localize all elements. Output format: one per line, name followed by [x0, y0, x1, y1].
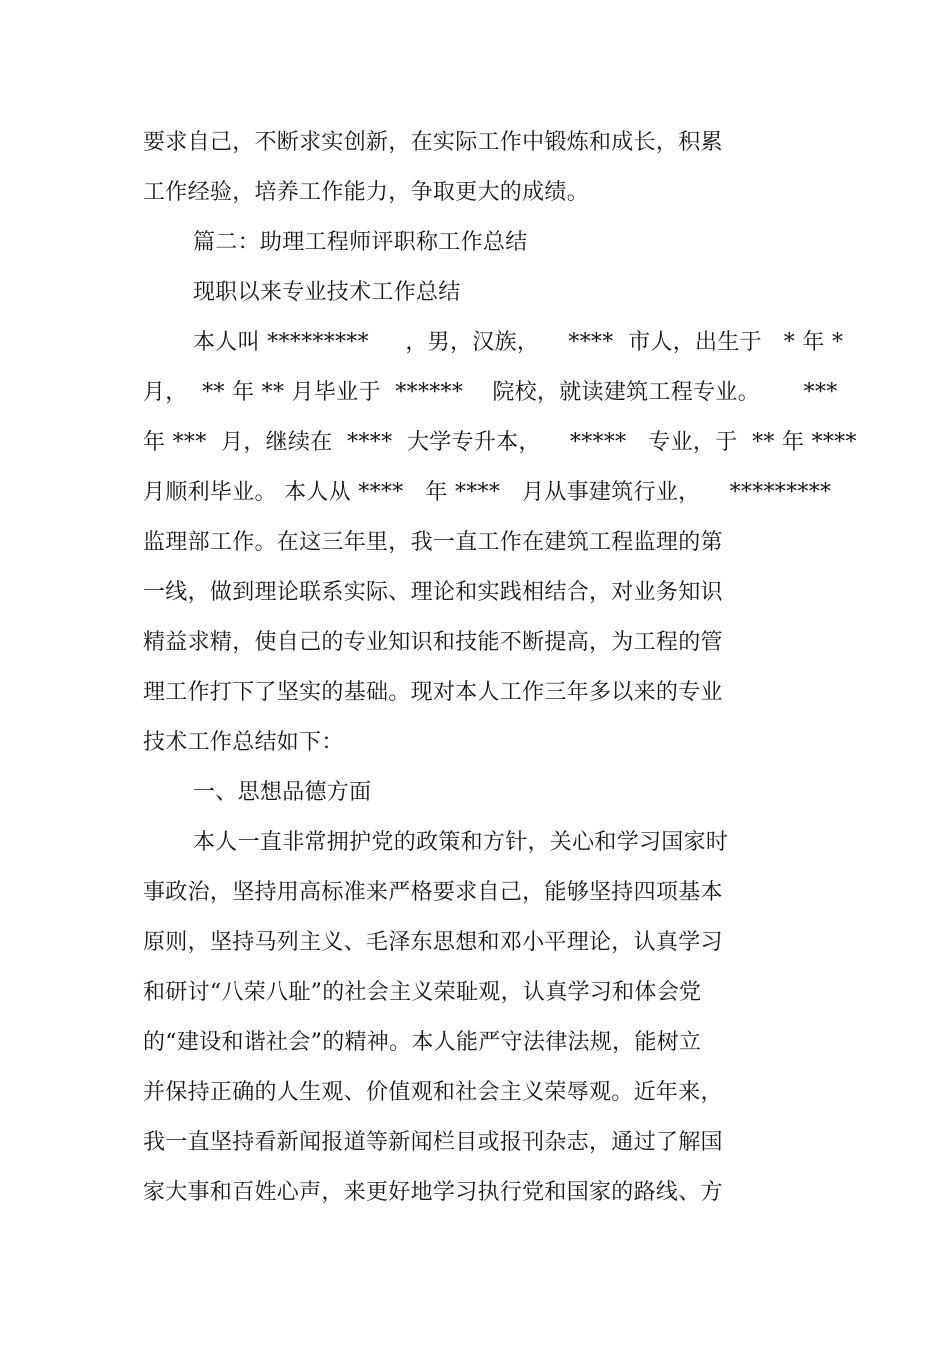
text-line-19: 的“建设和谐社会”的精神。本人能严守法律法规，能树立	[143, 1030, 702, 1055]
section-heading-part-two: 篇二：助理工程师评职称工作总结	[193, 230, 528, 255]
text-line-21: 我一直坚持看新闻报道等新闻栏目或报刊杂志，通过了解国	[143, 1130, 723, 1155]
text-line-6: 月， ** 年 ** 月毕业于 ****** 院校，就读建筑工程专业。 ***	[143, 380, 838, 405]
text-line-7: 年 *** 月，继续在 **** 大学专升本， ***** 专业，于 ** 年 ****	[143, 430, 857, 455]
text-line-12: 理工作打下了坚实的基础。现对本人工作三年多以来的专业	[143, 680, 723, 705]
text-line-5: 本人叫 ********* ，男，汉族， **** 市人，出生于 * 年 *	[193, 330, 844, 355]
text-line-1: 要求自己，不断求实创新，在实际工作中锻炼和成长，积累	[143, 130, 723, 155]
text-line-17: 原则，坚持马列主义、毛泽东思想和邓小平理论，认真学习	[143, 930, 723, 955]
text-line-15: 本人一直非常拥护党的政策和方针，关心和学习国家时	[193, 830, 729, 855]
text-line-9: 监理部工作。在这三年里，我一直工作在建筑工程监理的第	[143, 530, 723, 555]
text-line-13: 技术工作总结如下：	[143, 730, 344, 755]
section-heading-moral: 一、思想品德方面	[193, 780, 372, 805]
text-line-8: 月顺利毕业。 本人从 **** 年 **** 月从事建筑行业， *********	[143, 480, 832, 505]
text-line-22: 家大事和百姓心声，来更好地学习执行党和国家的路线、方	[143, 1180, 723, 1205]
text-line-11: 精益求精，使自己的专业知识和技能不断提高，为工程的管	[143, 630, 723, 655]
document-subtitle: 现职以来专业技术工作总结	[193, 280, 461, 305]
text-line-20: 并保持正确的人生观、价值观和社会主义荣辱观。近年来，	[143, 1080, 723, 1105]
text-line-18: 和研讨“八荣八耻”的社会主义荣耻观，认真学习和体会党	[143, 980, 702, 1005]
text-line-16: 事政治，坚持用高标准来严格要求自己，能够坚持四项基本	[143, 880, 723, 905]
text-line-10: 一线，做到理论联系实际、理论和实践相结合，对业务知识	[143, 580, 723, 605]
text-line-2: 工作经验，培养工作能力，争取更大的成绩。	[143, 180, 590, 205]
